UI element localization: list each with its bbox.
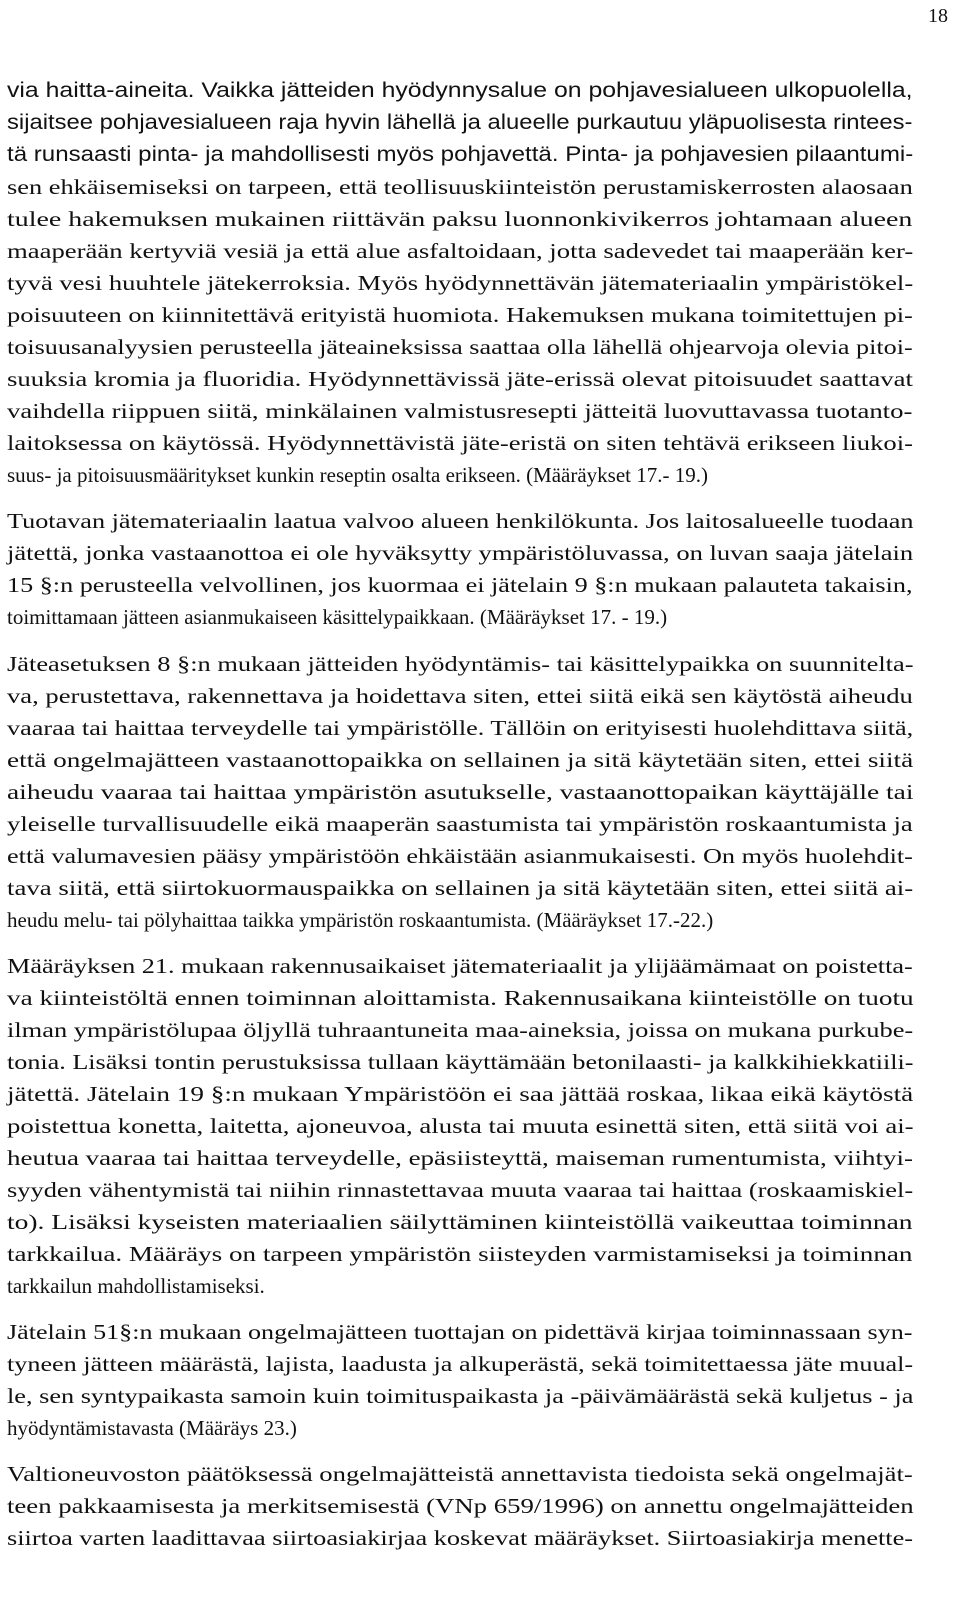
text-line: teen pakkaamisesta ja merkitsemisestä (VNp 659/1996) on annettu ongelmajätteiden [7,1494,914,1518]
text-line: heudu melu- tai pölyhaittaa taikka ympäristön roskaantumista. (Määräykset 17.-22.) [7,908,714,932]
page-number: 18 [928,5,948,27]
text-line: ilman ympäristölupaa öljyllä tuhraantuneita maa-aineksia, joissa on mukana purkube- [7,1018,914,1042]
text-line: heutua vaaraa tai haittaa terveydelle, epäsiisteyttä, maiseman rumentumista, viihtyi- [7,1146,913,1170]
text-line: suuksia kromia ja fluoridia. Hyödynnettävissä jäte-erissä olevat pitoisuudet saattavat [7,367,913,391]
text-line: Jäteasetuksen 8 §:n mukaan jätteiden hyödyntämis- tai käsittelypaikka on suunniteltа- [7,652,914,676]
text-line: va, perustettava, rakennettava ja hoidettava siten, ettei siitä eikä sen käytöstä aiheudu [7,684,913,708]
text-line: Jätelain 51§:n mukaan ongelmajätteen tuottajan on pidettävä kirjaa toiminnassaan syn- [7,1320,913,1344]
text-line: että valumavesien pääsy ympäristöön ehkäistään asianmukaisesti. On myös huolehdit- [7,844,913,868]
text-line: to). Lisäksi kyseisten materiaalien säilyttäminen kiinteistöllä vaikeuttaa toiminnan [7,1210,913,1234]
text-line: le, sen syntypaikasta samoin kuin toimituspaikasta ja -päivämäärästä sekä kuljetus - ja [7,1384,914,1408]
text-line: tä runsaasti pinta- ja mahdollisesti myös pohjavettä. Pinta- ja pohjavesien pilaantumi- [7,143,914,166]
text-line: sen ehkäisemiseksi on tarpeen, että teollisuuskiinteistön perustamiskerrosten alaosaan [7,175,913,199]
text-line: sijaitsee pohjavesialueen raja hyvin lähellä ja alueelle purkautuu yläpuolisesta rintees- [7,111,913,134]
text-line: via haitta-aineita. Vaikka jätteiden hyödynnysalue on pohjavesialueen ulkopuolella, [7,79,913,102]
text-line: siirtoa varten laadittavaa siirtoasiakirjaa koskevat määräykset. Siirtoasiakirja menette- [7,1526,914,1550]
text-line: tyvä vesi huuhtele jätekerroksia. Myös hyödynnettävän jätemateriaalin ympäristökel- [7,271,914,295]
text-line: Valtioneuvoston päätöksessä ongelmajätteistä annettavista tiedoista sekä ongelmajät- [7,1462,913,1486]
text-line: toimittamaan jätteen asianmukaiseen käsittelypaikkaan. (Määräykset 17. - 19.) [7,605,668,629]
text-line: tava siitä, että siirtokuormauspaikka on sellainen ja sitä käytetään siten, ettei siitä ai- [7,876,914,900]
text-line: syyden vähentymistä tai niihin rinnastettavaa muuta vaaraa tai haittaa (roskaamiskiel- [7,1178,914,1202]
text-line: jätettä, jonka vastaanottoa ei ole hyväksytty ympäristöluvassa, on luvan saaja jätelain [7,541,914,565]
text-line: laitoksessa on käytössä. Hyödynnettävistä jäte-eristä on siten tehtävä erikseen liukoi- [7,431,913,455]
text-line: tarkkailua. Määräys on tarpeen ympäristön siisteyden varmistamiseksi ja toiminnan [7,1242,913,1266]
text-line: yleiselle turvallisuudelle eikä maaperän saastumista tai ympäristön roskaantumista ja [7,812,913,836]
text-line: että ongelmajätteen vastaanottopaikka on sellainen ja sitä käytetään siten, ettei siitä [7,748,914,772]
text-line: suus- ja pitoisuusmääritykset kunkin reseptin osalta erikseen. (Määräykset 17.- 19.) [7,463,708,487]
text-line: toisuusanalyysien perusteella jäteaineksissa saattaa olla lähellä ohjearvoja olevia pitoi- [7,335,913,359]
text-line: va kiinteistöltä ennen toiminnan aloittamista. Rakennusaikana kiinteistölle on tuotu [7,986,914,1010]
text-line: poistettua konetta, laitetta, ajoneuvoa, alusta tai muuta esinettä siten, että siitä voi ai- [7,1114,914,1138]
text-line: poisuuteen on kiinnitettävä erityistä huomiota. Hakemuksen mukana toimitettujen pi- [7,303,913,327]
text-line: tulee hakemuksen mukainen riittävän paksu luonnonkivikerros johtamaan alueen [7,207,913,231]
text-line: hyödyntämistavasta (Määräys 23.) [7,1416,297,1440]
text-line: 15 §:n perusteella velvollinen, jos kuormaa ei jätelain 9 §:n mukaan palauteta takaisin, [7,573,913,597]
text-line: Määräyksen 21. mukaan rakennusaikaiset jätemateriaalit ja ylijäämämaat on poistetta- [7,954,913,978]
text-line: maaperään kertyviä vesiä ja että alue asfaltoidaan, jotta sadevedet tai maaperään ker- [7,239,914,263]
text-line: vaaraa tai haittaa terveydelle tai ympäristölle. Tällöin on erityisesti huolehdittava siitä, [7,716,914,740]
text-line: aiheudu vaaraa tai haittaa ympäristön asutukselle, vastaanottopaikan käyttäjälle tai [7,780,914,804]
text-line: vaihdella riippuen siitä, minkälainen valmistusresepti jätteitä luovuttavassa tuotanto- [7,399,913,423]
text-line: tyneen jätteen määrästä, lajista, laadusta ja alkuperästä, sekä toimitettaessa jäte muual- [7,1352,914,1376]
text-line: jätettä. Jätelain 19 §:n mukaan Ympäristöön ei saa jättää roskaa, likaa eikä käytöstä [7,1082,914,1106]
text-line: Tuotavan jätemateriaalin laatua valvoo alueen henkilökunta. Jos laitosalueelle tuodaan [7,509,914,533]
text-line: tarkkailun mahdollistamiseksi. [7,1274,265,1298]
text-line: tonia. Lisäksi tontin perustuksissa tullaan käyttämään betonilaasti- ja kalkkihiekkatiili- [7,1050,914,1074]
